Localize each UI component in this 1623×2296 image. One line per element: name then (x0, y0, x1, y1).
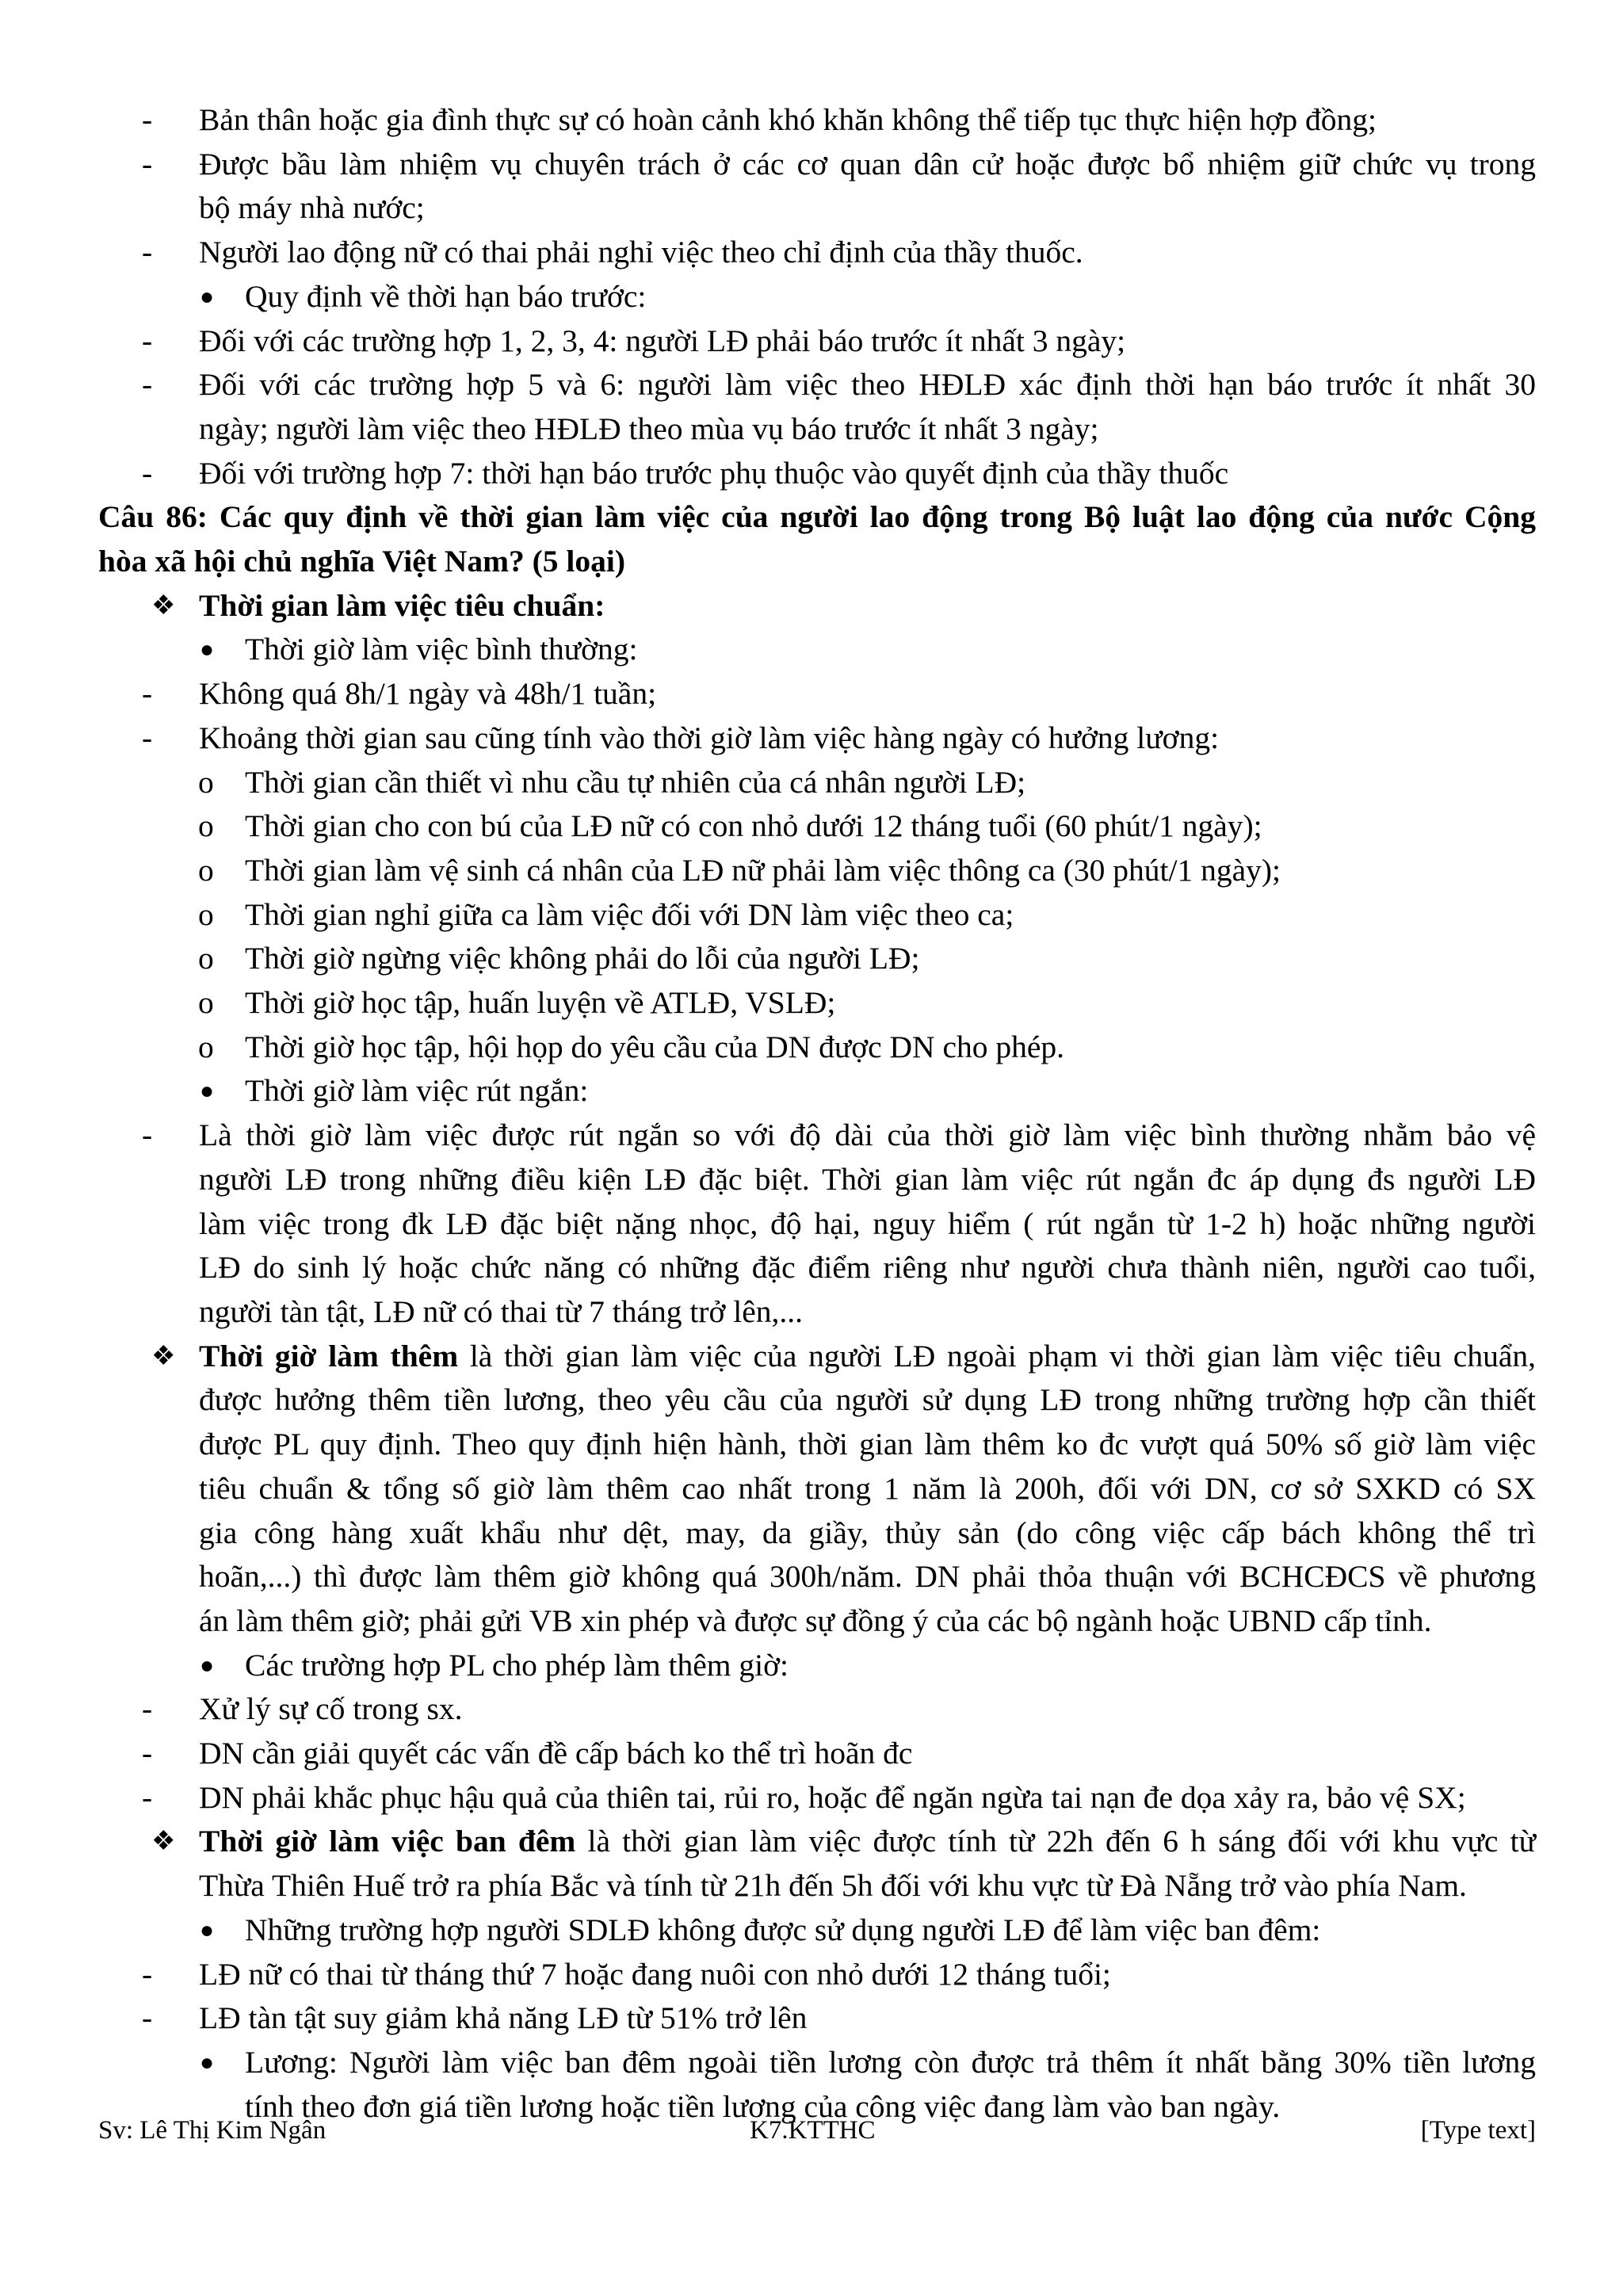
line-text: Đối với các trường hợp 5 và 6: người làm việc theo HĐLĐ xác định thời hạn báo trước ít nhất 30 (199, 367, 1536, 403)
line-text: LĐ tàn tật suy giảm khả năng LĐ từ 51% trở lên (199, 2000, 808, 2036)
continuation-line (98, 1423, 1536, 1467)
dash-list-item (98, 1996, 1536, 2041)
line-text: Thời giờ làm việc rút ngắn: (245, 1073, 589, 1109)
line-text: Thời gian làm vệ sinh cá nhân của LĐ nữ phải làm việc thông ca (30 phút/1 ngày); (245, 852, 1281, 888)
sub-list-item (98, 893, 1536, 938)
dash-marker: - (142, 1956, 153, 1992)
line-text: Câu 86: Các quy định về thời gian làm việc của người lao động trong Bộ luật lao động của nước Cộng (98, 499, 1536, 535)
dash-marker: - (142, 1736, 153, 1771)
question-heading (98, 540, 1536, 584)
bullet-icon: ● (200, 1652, 215, 1679)
line-text: Người lao động nữ có thai phải nghỉ việc theo chỉ định của thầy thuốc. (199, 235, 1083, 270)
line-text: Khoảng thời gian sau cũng tính vào thời giờ làm việc hàng ngày có hưởng lương: (199, 720, 1220, 755)
line-text: Bản thân hoặc gia đình thực sự có hoàn cảnh khó khăn không thể tiếp tục thực hiện hợp đồng; (199, 102, 1377, 137)
line-text: người tàn tật, LĐ nữ có thai từ 7 tháng trở lên,... (199, 1293, 803, 1329)
dash-marker: - (142, 146, 153, 181)
dash-list-item (98, 716, 1536, 761)
line-text: làm việc trong đk LĐ đặc biệt nặng nhọc, độ hại, nguy hiểm ( rút ngắn từ 1-2 h) hoặc những người (199, 1205, 1536, 1241)
line-text: Thời giờ học tập, huấn luyện về ATLĐ, VSLĐ; (245, 985, 836, 1021)
dash-list-item (98, 1732, 1536, 1776)
line-text: Là thời giờ làm việc được rút ngắn so với độ dài của thời giờ làm việc bình thường nhằm bảo vệ (199, 1117, 1536, 1153)
dash-marker: - (142, 720, 153, 755)
line-text: Đối với trường hợp 7: thời hạn báo trước phụ thuộc vào quyết định của thầy thuốc (199, 455, 1229, 491)
line-text: Được bầu làm nhiệm vụ chuyên trách ở các cơ quan dân cử hoặc được bổ nhiệm giữ chức vụ trong (199, 146, 1536, 181)
section-item (98, 1820, 1536, 1864)
continuation-line (98, 1202, 1536, 1247)
continuation-line (98, 1467, 1536, 1511)
question-heading (98, 495, 1536, 540)
continuation-line (98, 1555, 1536, 1599)
dash-list-item (98, 1776, 1536, 1820)
dash-marker: - (142, 1779, 153, 1815)
bullet-icon: ● (200, 2049, 215, 2076)
footer-placeholder: [Type text] (1420, 2116, 1536, 2145)
line-text: Không quá 8h/1 ngày và 48h/1 tuần; (199, 676, 657, 712)
circle-bullet-icon: o (198, 1029, 214, 1064)
circle-bullet-icon: o (198, 764, 214, 800)
sub-list-item (98, 1026, 1536, 1070)
line-text: tiêu chuẩn & tổng số giờ làm thêm cao nhất trong 1 năm là 200h, đối với DN, cơ sở SXKD có SX (199, 1470, 1536, 1506)
line-text: Thời giờ làm việc bình thường: (245, 632, 638, 667)
dash-marker: - (142, 455, 153, 491)
dash-marker: - (142, 1691, 153, 1727)
bullet-icon: ● (200, 283, 215, 310)
line-text: Những trường hợp người SDLĐ không được sử dụng người LĐ để làm việc ban đêm: (245, 1912, 1321, 1947)
line-text: Các trường hợp PL cho phép làm thêm giờ: (245, 1647, 789, 1683)
line-text: Thời gian cần thiết vì nhu cầu tự nhiên của cá nhân người LĐ; (245, 764, 1026, 800)
dash-marker: - (142, 367, 153, 403)
bullet-list-item (98, 2041, 1536, 2085)
bullet-list-item (98, 1908, 1536, 1953)
line-text: Thời gian nghỉ giữa ca làm việc đối với DN làm việc theo ca; (245, 896, 1014, 932)
bullet-icon: ● (200, 1078, 215, 1105)
dash-list-item (98, 231, 1536, 275)
bullet-list-item (98, 1644, 1536, 1688)
document-body (98, 98, 1536, 2129)
bold-lead-term: Thời gian làm việc tiêu chuẩn: (199, 587, 605, 623)
circle-bullet-icon: o (198, 985, 214, 1021)
footer-class-code: K7.KTTHC (750, 2116, 876, 2145)
continuation-line (98, 1158, 1536, 1202)
dash-list-item (98, 1687, 1536, 1732)
dash-marker: - (142, 676, 153, 712)
dash-list-item (98, 143, 1536, 187)
continuation-line (98, 186, 1536, 231)
dash-list-item (98, 363, 1536, 407)
line-text: Thừa Thiên Huế trở ra phía Bắc và tính từ 21h đến 5h đối với khu vực từ Đà Nẵng trở vào phía Nam. (199, 1868, 1467, 1904)
bullet-icon: ● (200, 1916, 215, 1943)
section-item (98, 1335, 1536, 1379)
line-text: Thời gian cho con bú của LĐ nữ có con nhỏ dưới 12 tháng tuổi (60 phút/1 ngày); (245, 808, 1262, 844)
continuation-line (98, 1599, 1536, 1644)
line-text: là thời gian làm việc được tính từ 22h đến 6 h sáng đối với khu vực từ (575, 1824, 1536, 1859)
line-text: người LĐ trong những điều kiện LĐ đặc biệt. Thời gian làm việc rút ngắn đc áp dụng đs người LĐ (199, 1161, 1536, 1197)
continuation-line (98, 407, 1536, 452)
dash-marker: - (142, 1117, 153, 1153)
sub-list-item (98, 804, 1536, 849)
bullet-list-item (98, 275, 1536, 319)
line-text: án làm thêm giờ; phải gửi VB xin phép và được sự đồng ý của các bộ ngành hoặc UBND cấp tỉnh. (199, 1603, 1432, 1638)
line-text: gia công hàng xuất khẩu như dệt, may, da giầy, thủy sản (do công việc cấp bách không thể trì (199, 1515, 1536, 1550)
continuation-line (98, 1290, 1536, 1335)
line-text: ngày; người làm việc theo HĐLĐ theo mùa vụ báo trước ít nhất 3 ngày; (199, 411, 1099, 446)
page-footer (98, 2111, 1536, 2150)
sub-list-item (98, 761, 1536, 805)
line-text: DN phải khắc phục hậu quả của thiên tai, rủi ro, hoặc để ngăn ngừa tai nạn đe dọa xảy ra, bảo vệ SX; (199, 1779, 1466, 1815)
line-text: Thời giờ ngừng việc không phải do lỗi của người LĐ; (245, 941, 920, 976)
dash-list-item (98, 1114, 1536, 1158)
line-text: bộ máy nhà nước; (199, 190, 425, 226)
line-text: LĐ do sinh lý hoặc chức năng có những đặc điểm riêng như người chưa thành niên, người cao tuổi, (199, 1250, 1536, 1286)
sub-list-item (98, 849, 1536, 893)
line-text: tính theo đơn giá tiền lương hoặc tiền lương của công việc đang làm vào ban ngày. (245, 2088, 1281, 2124)
bullet-icon: ● (200, 636, 215, 663)
circle-bullet-icon: o (198, 808, 214, 844)
dash-marker: - (142, 102, 153, 137)
bold-lead-term: Thời giờ làm thêm (199, 1338, 459, 1373)
dash-list-item (98, 98, 1536, 143)
dash-list-item (98, 672, 1536, 716)
line-text: được hưởng thêm tiền lương, theo yêu cầu của người sử dụng LĐ trong những trường hợp cần thiết (199, 1382, 1536, 1418)
sub-list-item (98, 981, 1536, 1026)
bullet-list-item (98, 628, 1536, 672)
line-text: Lương: Người làm việc ban đêm ngoài tiền lương còn được trả thêm ít nhất bằng 30% tiền lương (245, 2044, 1536, 2080)
line-text: hoãn,...) thì được làm thêm giờ không quá 300h/năm. DN phải thỏa thuận với BCHCĐCS về phương (199, 1559, 1536, 1595)
line-text: Xử lý sự cố trong sx. (199, 1691, 463, 1727)
line-text: Thời giờ học tập, hội họp do yêu cầu của DN được DN cho phép. (245, 1029, 1065, 1064)
continuation-line (98, 1378, 1536, 1423)
diamond-bullet-icon: ❖ (151, 1341, 176, 1371)
circle-bullet-icon: o (198, 852, 214, 888)
dash-marker: - (142, 235, 153, 270)
continuation-line (98, 1246, 1536, 1290)
sub-list-item (98, 937, 1536, 981)
line-text: được PL quy định. Theo quy định hiện hành, thời gian làm thêm ko đc vượt quá 50% số giờ làm việc (199, 1427, 1536, 1462)
dash-marker: - (142, 323, 153, 358)
section-item (98, 584, 1536, 628)
dash-list-item (98, 452, 1536, 496)
continuation-line (98, 1511, 1536, 1556)
bullet-list-item (98, 1069, 1536, 1114)
continuation-line (98, 1864, 1536, 1908)
diamond-bullet-icon: ❖ (151, 1827, 176, 1857)
dash-list-item (98, 1953, 1536, 1997)
line-text: hòa xã hội chủ nghĩa Việt Nam? (5 loại) (98, 544, 625, 579)
line-text: LĐ nữ có thai từ tháng thứ 7 hoặc đang nuôi con nhỏ dưới 12 tháng tuổi; (199, 1956, 1111, 1992)
line-text: Đối với các trường hợp 1, 2, 3, 4: người LĐ phải báo trước ít nhất 3 ngày; (199, 323, 1126, 358)
line-text: DN cần giải quyết các vấn đề cấp bách ko thể trì hoãn đc (199, 1736, 913, 1771)
bold-lead-term: Thời giờ làm việc ban đêm (199, 1824, 576, 1859)
diamond-bullet-icon: ❖ (151, 590, 176, 621)
dash-marker: - (142, 2000, 153, 2036)
circle-bullet-icon: o (198, 941, 214, 976)
footer-author: Sv: Lê Thị Kim Ngân (98, 2116, 327, 2145)
circle-bullet-icon: o (198, 896, 214, 932)
dash-list-item (98, 319, 1536, 364)
line-text: là thời gian làm việc của người LĐ ngoài phạm vi thời gian làm việc tiêu chuẩn, (458, 1338, 1536, 1373)
line-text: Quy định về thời hạn báo trước: (245, 278, 647, 314)
